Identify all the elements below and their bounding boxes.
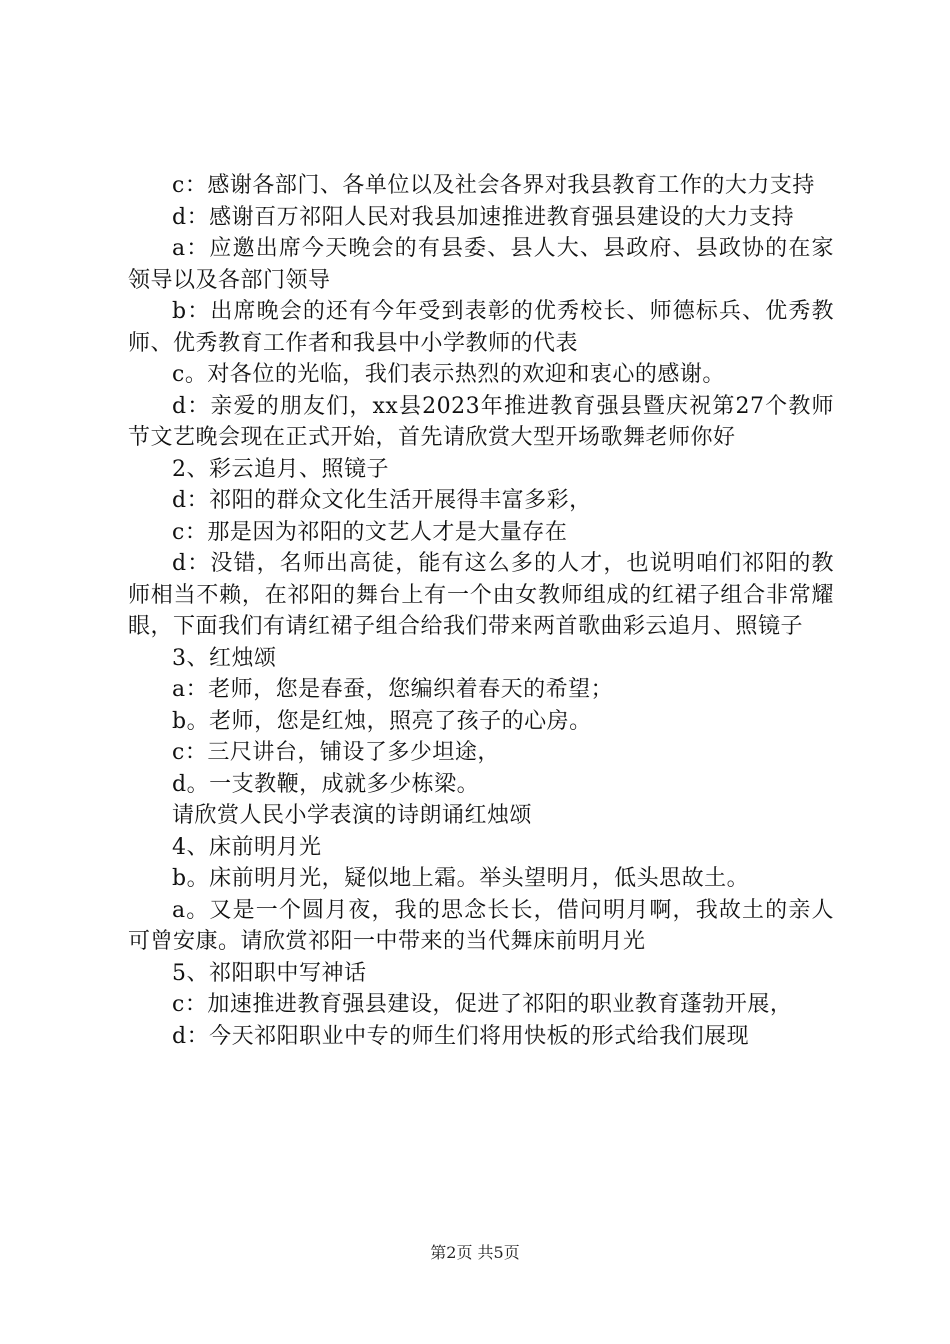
section-heading: 4、床前明月光 xyxy=(172,834,322,860)
paragraph: d：亲爱的朋友们，xx县2023年推进教育强县暨庆祝第27个教师节文艺晚会现在正式开始，首先请欣赏大型开场歌舞老师你好 xyxy=(128,393,834,450)
paragraph: c：那是因为祁阳的文艺人才是大量存在 xyxy=(172,519,568,545)
paragraph: c：三尺讲台，铺设了多少坦途， xyxy=(172,740,500,765)
paragraph: b。床前明月光，疑似地上霜。举头望明月，低头思故土。 xyxy=(172,866,750,891)
paragraph: a：老师，您是春蚕，您编织着春天的希望； xyxy=(172,677,614,702)
page-footer xyxy=(0,1240,950,1263)
paragraph: a：应邀出席今天晚会的有县委、县人大、县政府、县政协的在家领导以及各部门领导 xyxy=(128,236,834,293)
paragraph: d。一支教鞭，成就多少栋梁。 xyxy=(172,771,480,797)
section-heading: 5、祁阳职中写神话 xyxy=(172,960,367,986)
paragraph: d：今天祁阳职业中专的师生们将用快板的形式给我们展现 xyxy=(172,1023,750,1049)
page-number-label: 第2页 共5页 xyxy=(430,1243,520,1262)
paragraph: c：加速推进教育强县建设，促进了祁阳的职业教育蓬勃开展， xyxy=(172,992,793,1017)
section-heading: 3、红烛颂 xyxy=(172,645,277,671)
document-body xyxy=(128,170,834,1052)
paragraph: c：感谢各部门、各单位以及社会各界对我县教育工作的大力支持 xyxy=(172,173,815,198)
paragraph: b。老师，您是红烛，照亮了孩子的心房。 xyxy=(172,708,592,734)
section-heading: 2、彩云追月、照镜子 xyxy=(172,456,389,482)
paragraph: d：没错，名师出高徒，能有这么多的人才，也说明咱们祁阳的教师相当不赖，在祁阳的舞台上有一个由女教师组成的红裙子组合非常耀眼，下面我们有请红裙子组合给我们带来两首歌曲彩云追月、照镜子 xyxy=(128,551,834,639)
paragraph: 请欣赏人民小学表演的诗朗诵红烛颂 xyxy=(172,803,533,828)
paragraph: d：感谢百万祁阳人民对我县加速推进教育强县建设的大力支持 xyxy=(172,204,795,230)
paragraph: a。又是一个圆月夜，我的思念长长，借问明月啊，我故土的亲人可曾安康。请欣赏祁阳一中带来的当代舞床前明月光 xyxy=(128,897,834,954)
paragraph: c。对各位的光临，我们表示热烈的欢迎和衷心的感谢。 xyxy=(172,362,725,387)
paragraph: d：祁阳的群众文化生活开展得丰富多彩， xyxy=(172,488,592,513)
paragraph: b：出席晚会的还有今年受到表彰的优秀校长、师德标兵、优秀教师、优秀教育工作者和我县中小学教师的代表 xyxy=(128,299,834,356)
